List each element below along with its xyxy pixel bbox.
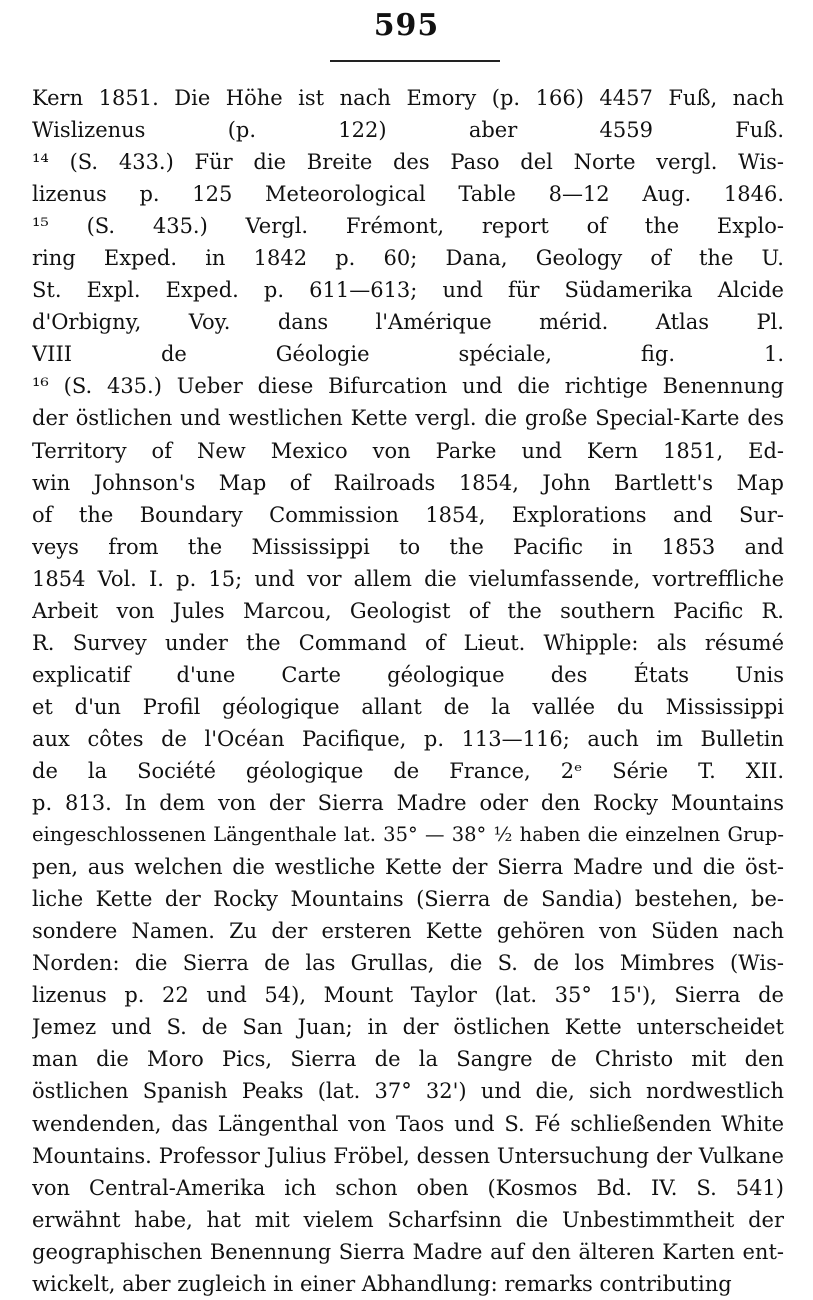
text-line: explicatif d'une Carte géologique des États Unis: [32, 662, 784, 687]
text-line: d'Orbigny, Voy. dans l'Amérique mérid. Atlas Pl.: [32, 310, 784, 335]
text-line: liche Kette der Rocky Mountains (Sierra de Sandia) bestehen, be-: [32, 887, 784, 912]
text-line: 1854 Vol. I. p. 15; und vor allem die vielumfassende, vortreffliche: [32, 566, 784, 591]
text-line: ¹⁶ (S. 435.) Ueber diese Bifurcation und die richtige Benennung: [32, 374, 784, 399]
text-line: erwähnt habe, hat mit vielem Scharfsinn die Unbestimmtheit der: [32, 1207, 784, 1232]
text-line: sondere Namen. Zu der ersteren Kette gehören von Süden nach: [32, 919, 784, 944]
text-line: p. 813. In dem von der Sierra Madre oder den Rocky Mountains: [32, 791, 784, 816]
text-line: ring Exped. in 1842 p. 60; Dana, Geology of the U.: [32, 246, 784, 271]
text-line: lizenus p. 22 und 54), Mount Taylor (lat. 35° 15'), Sierra de: [32, 983, 784, 1008]
text-line: Arbeit von Jules Marcou, Geologist of the southern Pacific R.: [32, 598, 784, 623]
text-line: R. Survey under the Command of Lieut. Whipple: als résumé: [32, 630, 784, 655]
text-line: St. Expl. Exped. p. 611—613; und für Südamerika Alcide: [32, 278, 784, 303]
text-line: Wislizenus (p. 122) aber 4559 Fuß.: [32, 118, 784, 143]
text-line: VIII de Géologie spéciale, fig. 1.: [32, 342, 784, 367]
text-line: win Johnson's Map of Railroads 1854, John Bartlett's Map: [32, 470, 784, 495]
text-line: pen, aus welchen die westliche Kette der Sierra Madre und die öst-: [32, 855, 784, 880]
text-line: wickelt, aber zugleich in einer Abhandlung: remarks contributing: [32, 1271, 732, 1296]
body-text: [32, 82, 784, 1300]
text-line: Jemez und S. de San Juan; in der östlichen Kette unterscheidet: [32, 1015, 784, 1040]
text-line: der östlichen und westlichen Kette vergl. die große Special-Karte des: [32, 406, 784, 431]
text-line: Mountains. Professor Julius Fröbel, dessen Untersuchung der Vulkane: [32, 1143, 784, 1168]
text-line: aux côtes de l'Océan Pacifique, p. 113—116; auch im Bulletin: [32, 726, 784, 751]
text-line: geographischen Benennung Sierra Madre auf den älteren Karten ent-: [32, 1239, 784, 1264]
text-line: wendenden, das Längenthal von Taos und S. Fé schließenden White: [32, 1111, 784, 1136]
text-line: ¹⁴ (S. 433.) Für die Breite des Paso del Norte vergl. Wis-: [32, 150, 784, 175]
text-line: of the Boundary Commission 1854, Explorations and Sur-: [32, 502, 784, 527]
text-line: de la Société géologique de France, 2ᵉ Série T. XII.: [32, 758, 784, 783]
text-line: man die Moro Pics, Sierra de la Sangre de Christo mit den: [32, 1047, 784, 1072]
text-line: östlichen Spanish Peaks (lat. 37° 32') und die, sich nordwestlich: [32, 1079, 784, 1104]
text-line: veys from the Mississippi to the Pacific in 1853 and: [32, 534, 784, 559]
text-line: et d'un Profil géologique allant de la vallée du Mississippi: [32, 694, 784, 719]
text-line: lizenus p. 125 Meteorological Table 8—12 Aug. 1846.: [32, 182, 784, 207]
header-rule: [330, 60, 500, 62]
page-number: 595: [373, 8, 440, 43]
text-line: Kern 1851. Die Höhe ist nach Emory (p. 166) 4457 Fuß, nach: [32, 86, 784, 110]
text-line: von Central-Amerika ich schon oben (Kosmos Bd. IV. S. 541): [32, 1175, 784, 1200]
text-line: Territory of New Mexico von Parke und Kern 1851, Ed-: [32, 438, 784, 463]
text-line: Norden: die Sierra de las Grullas, die S. de los Mimbres (Wis-: [32, 951, 784, 976]
text-line: ¹⁵ (S. 435.) Vergl. Frémont, report of the Explo-: [32, 214, 784, 239]
text-line: eingeschlossenen Längenthale lat. 35° — 38° ½ haben die einzelnen Grup-: [32, 823, 784, 847]
